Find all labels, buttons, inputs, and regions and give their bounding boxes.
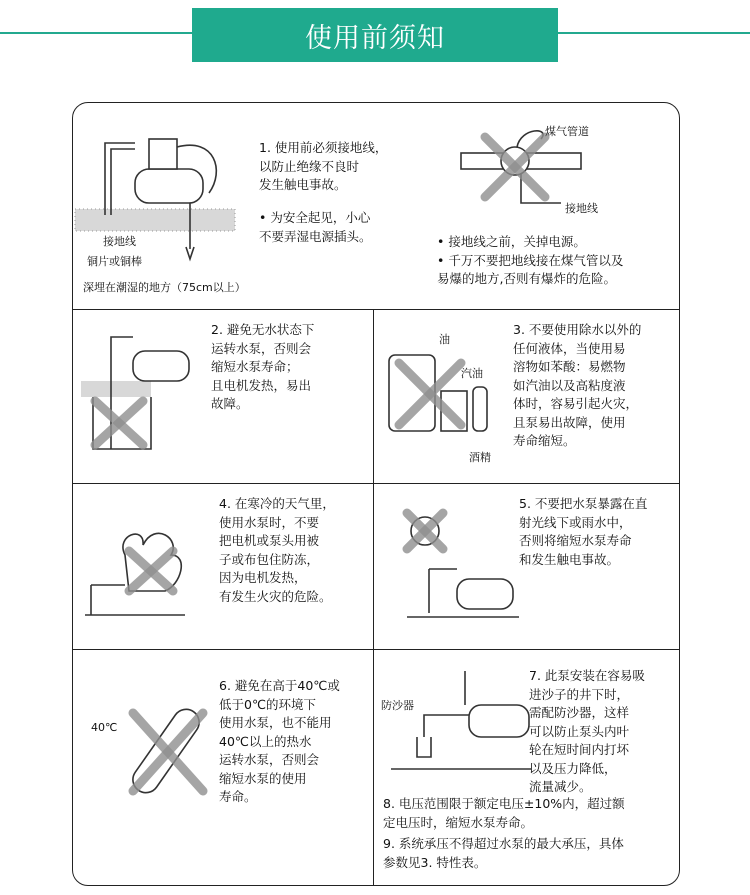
label-oil: 油 [439,333,450,346]
column-divider [373,309,374,885]
row-divider-2 [73,483,679,484]
banner-line-right [558,32,750,34]
label-bury-depth: 深埋在潮湿的地方（75cm以上） [83,281,246,294]
label-gas-ground: 接地线 [565,202,598,215]
label-copper-rod: 铜片或铜棒 [87,255,142,268]
section-1-text: 1. 使用前必须接地线， 以防止绝缘不良时 发生触电事故。 [259,140,388,192]
notice-frame [72,102,680,886]
section-9-text: 9. 系统承压不得超过水泵的最大承压，具体 参数见3. 特性表。 [383,836,624,870]
section-2-text: 2. 避免无水状态下 运转水泵，否则会 缩短水泵寿命； 且电机发热，易出 故障。 [211,322,315,411]
sunlight-illustration [401,509,521,629]
section-6-text: 6. 避免在高于40℃或 低于0℃的环境下 使用水泵，也不能用 40℃以上的热水 运转水泵，否则会 缩短水泵的使用 寿命。 [219,678,340,804]
gas-warning-text: • 接地线之前，关掉电源。 • 千万不要把地线接在煤气管以及 易爆的地方,否则有爆炸的危险。 [437,234,624,286]
section-5-text: 5. 不要把水泵暴露在直 射光线下或雨水中， 否则将缩短水泵寿命 和发生触电事故。 [519,496,648,567]
liquids-illustration [385,349,495,439]
row-divider-1 [73,309,679,310]
label-sand-filter: 防沙器 [381,699,414,712]
section-4-text: 4. 在寒冷的天气里， 使用水泵时，不要 把电机或泵头用被 子或布包住防冻， 因为电机发热， 有发生火灾的危险。 [219,496,335,604]
label-alcohol: 酒精 [469,451,491,464]
label-gasoline: 汽油 [461,367,483,380]
thermometer-illustration [117,699,227,809]
label-temperature: 40℃ [91,721,118,734]
banner-title: 使用前须知 [192,8,558,62]
section-3-text: 3. 不要使用除水以外的 任何液体，当使用易 溶物如苯酸：易燃物 如汽油以及高粘度液 体时，容易引起火灾， 且泵易出故障，使用 寿命缩短。 [513,322,642,448]
label-ground-wire: 接地线 [103,235,136,248]
section-7-text: 7. 此泵安装在容易吸 进沙子的井下时， 需配防沙器，这样 可以防止泵头内叶 轮在短时间内打坏 以及压力降低， 流量减少。 [529,668,645,794]
sand-filter-illustration [391,665,541,775]
cold-weather-illustration [85,515,215,635]
section-1-bullet: • 为安全起见，小心 不要弄湿电源插头。 [259,210,372,244]
row-divider-3 [73,649,679,650]
banner-line-left [0,32,192,34]
label-gas-pipe: 煤气管道 [545,125,589,138]
section-8-text: 8. 电压范围限于额定电压±10%内，超过额 定电压时，缩短水泵寿命。 [383,796,625,830]
dry-run-illustration [81,331,201,471]
